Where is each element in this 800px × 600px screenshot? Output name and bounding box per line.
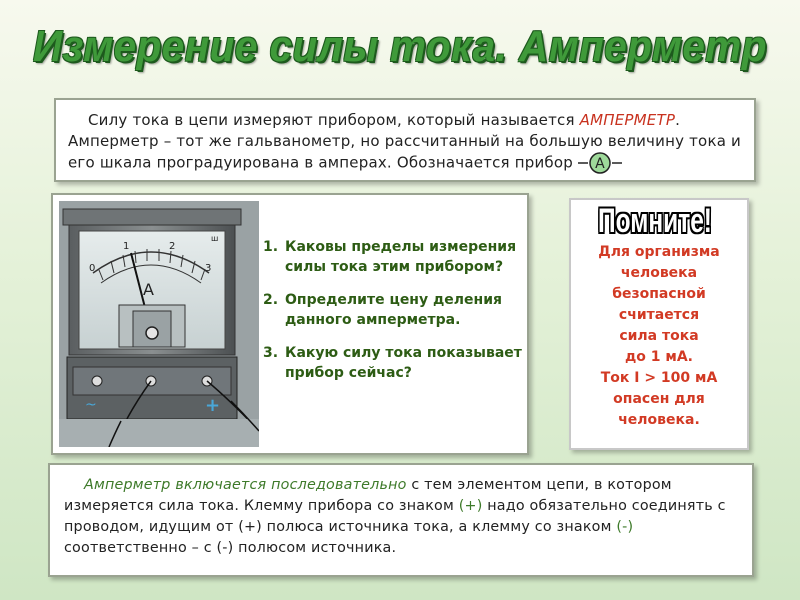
scale-label-0: 0 — [89, 263, 96, 274]
outro-text-2: надо обязательно соединять с проводом, идущим от (+) полюса источника тока, а клемму со знаком — [64, 498, 726, 535]
question-item — [263, 343, 528, 383]
question-number: 1. — [263, 239, 279, 255]
intro-box — [54, 98, 756, 182]
remember-line: считается — [618, 307, 700, 323]
questions-box — [51, 193, 529, 455]
question-text: Каковы пределы измерения силы тока этим прибором? — [285, 239, 517, 275]
ammeter-word: АМПЕРМЕТР — [579, 111, 676, 129]
questions-list — [263, 237, 528, 396]
scale-label-3: 3 — [205, 263, 212, 274]
question-text: Какую силу тока показывает прибор сейчас? — [285, 345, 522, 381]
remember-line: безопасной — [612, 286, 706, 302]
ammeter-symbol-letter: А — [595, 156, 605, 172]
remember-line: человека. — [618, 412, 700, 428]
scale-label-2: 2 — [169, 241, 176, 252]
remember-title: Помните! — [598, 202, 712, 240]
scale-label-1: 1 — [123, 241, 130, 252]
remember-line: сила тока — [619, 328, 699, 344]
unit-letter: A — [143, 280, 154, 299]
question-item — [263, 237, 528, 277]
question-number: 2. — [263, 292, 279, 308]
outro-text-3: соответственно – с (-) полюсом источника. — [64, 540, 397, 556]
remember-line: Для организма — [598, 244, 720, 260]
intro-text-1: Силу тока в цепи измеряют прибором, который называется — [88, 111, 580, 129]
outro-paragraph — [64, 475, 738, 559]
minus-mark: (-) — [616, 519, 634, 535]
slide-title: Измерение силы тока. Амперметр — [33, 22, 767, 71]
question-item — [263, 290, 528, 330]
remember-line: Ток I > 100 мА — [600, 370, 718, 386]
minus-terminal-sign: ~ — [85, 397, 97, 413]
remember-line: до 1 мА. — [624, 349, 693, 365]
outro-box — [48, 463, 754, 577]
question-number: 3. — [263, 345, 279, 361]
intro-paragraph — [68, 110, 742, 174]
remember-text — [575, 242, 743, 431]
remember-box — [569, 198, 749, 450]
ammeter-image — [59, 201, 259, 447]
plus-terminal-sign: + — [205, 395, 221, 416]
question-text: Определите цену деления данного амперметра. — [285, 292, 503, 328]
ammeter-symbol-icon — [578, 152, 622, 174]
outro-text-1: с тем элементом цепи, в котором измеряется сила тока. Клемму прибора со знаком — [64, 477, 672, 514]
remember-line: человека — [620, 265, 698, 281]
plus-mark: (+) — [458, 498, 483, 514]
corner-mark: ш — [211, 234, 219, 243]
intro-text-2: . Амперметр – тот же гальванометр, но рассчитанный на большую величину тока и его шкала проградуирована в амперах. Обозначается прибор — [68, 111, 742, 172]
remember-line: опасен для — [613, 391, 705, 407]
series-connection-phrase: Амперметр включается последовательно — [84, 477, 407, 493]
